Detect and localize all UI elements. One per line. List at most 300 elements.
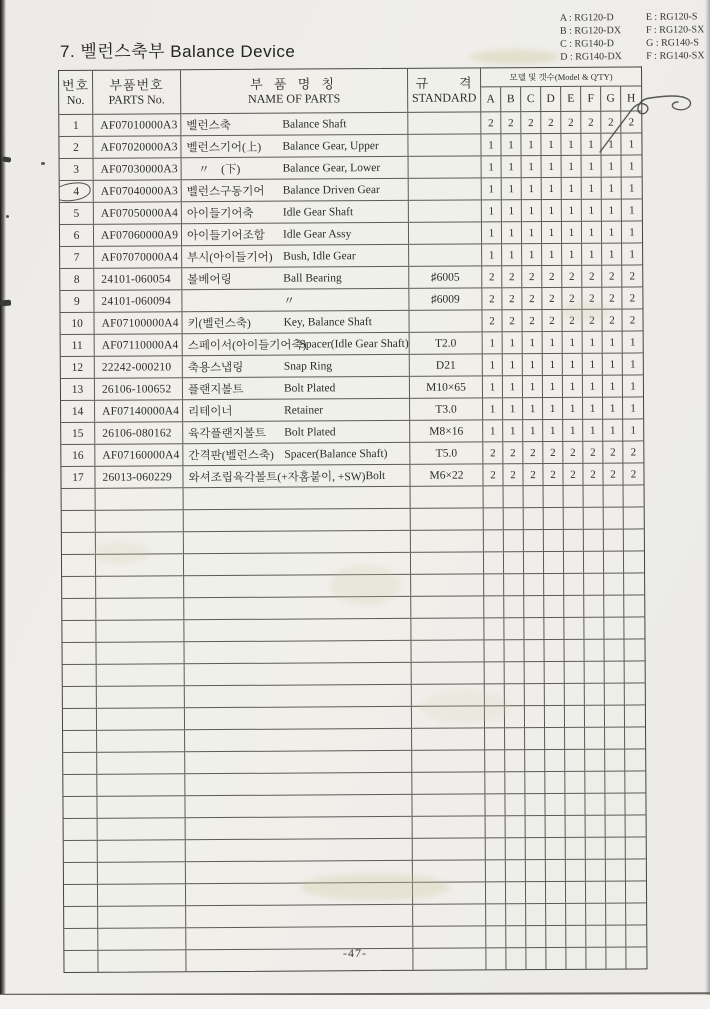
model-col-letter: D (541, 87, 561, 111)
qty-cell (504, 508, 524, 529)
qty-cell (606, 882, 626, 903)
qty-cell (565, 750, 585, 771)
qty-cell: 1 (582, 156, 602, 177)
qty-cell (624, 529, 644, 550)
part-name-english: Key, Balance Shaft (283, 315, 372, 329)
part-name-korean: 〃 (下) (186, 163, 241, 176)
qty-cell (546, 926, 566, 947)
qty-cell (504, 596, 524, 617)
qty-cell (505, 728, 525, 749)
row-number-cell (64, 841, 98, 862)
standard-cell (412, 706, 485, 727)
part-name-cell (182, 223, 409, 245)
qty-cell (624, 485, 644, 506)
part-name-korean: 플랜지볼트 (187, 383, 244, 396)
part-number-cell (96, 620, 184, 642)
qty-cell: 2 (522, 310, 542, 331)
qty-cell (624, 573, 644, 594)
part-name-cell (186, 883, 413, 905)
qty-cell (526, 882, 546, 903)
bleedthrough-mark (470, 50, 560, 64)
qty-cell (604, 552, 624, 573)
part-name-cell (185, 795, 412, 817)
part-name-cell (182, 245, 409, 267)
qty-cell (565, 684, 585, 705)
qty-cell (566, 926, 586, 947)
row-number-cell: 16 (61, 445, 95, 466)
qty-cell (525, 662, 545, 683)
part-number-cell: AF07160000A4 (95, 444, 183, 466)
part-name-cell (183, 465, 410, 487)
standard-cell (412, 728, 485, 749)
qty-cell: 2 (562, 266, 582, 287)
table-header (59, 67, 641, 115)
qty-cell (605, 684, 625, 705)
part-name-korean: 부시(아이들기어) (187, 251, 273, 264)
row-number-cell (63, 643, 97, 664)
qty-cell: 1 (542, 200, 562, 221)
standard-cell (411, 552, 484, 573)
standard-cell (413, 838, 486, 859)
qty-cell (566, 882, 586, 903)
qty-cell: 1 (502, 156, 522, 177)
row-number-cell: 10 (60, 313, 94, 334)
qty-cell: 2 (543, 442, 563, 463)
qty-cell (626, 815, 646, 836)
qty-cell: 2 (563, 464, 583, 485)
qty-cell: 2 (503, 442, 523, 463)
qty-cell: 2 (583, 442, 603, 463)
qty-cell (484, 618, 504, 639)
qty-cell (544, 552, 564, 573)
qty-cell: 1 (523, 376, 543, 397)
row-number-cell (64, 863, 98, 884)
qty-cell: 2 (583, 464, 603, 485)
standard-cell (413, 882, 486, 903)
qty-cell: 1 (502, 200, 522, 221)
qty-cell (586, 838, 606, 859)
row-number-cell (63, 797, 97, 818)
qty-cell (586, 860, 606, 881)
part-name-cell (183, 421, 410, 443)
part-name-cell (181, 135, 408, 157)
standard-cell (409, 156, 482, 177)
qty-cell: 1 (501, 134, 521, 155)
qty-cell: 1 (603, 376, 623, 397)
model-col-letter: C (521, 87, 541, 111)
part-name-english: Bush, Idle Gear (283, 249, 356, 263)
qty-cell (526, 926, 546, 947)
part-number-cell (97, 796, 185, 818)
standard-cell (413, 860, 486, 881)
qty-cell: 1 (563, 420, 583, 441)
qty-cell (525, 706, 545, 727)
part-name-cell (185, 685, 412, 707)
part-name-cell (182, 311, 409, 333)
qty-cell: 2 (543, 464, 563, 485)
qty-cell: 2 (503, 464, 523, 485)
part-number-cell: AF07070000A4 (94, 246, 182, 268)
qty-cell: 2 (481, 112, 501, 133)
qty-cell (484, 486, 504, 507)
qty-cell: 1 (481, 134, 501, 155)
qty-cell: 1 (543, 398, 563, 419)
qty-cell (526, 816, 546, 837)
standard-cell (409, 222, 482, 243)
qty-cell (524, 618, 544, 639)
qty-cell (586, 816, 606, 837)
row-number-cell (63, 775, 97, 796)
qty-cell (565, 794, 585, 815)
qty-cell: 1 (482, 244, 502, 265)
qty-cell: 2 (582, 266, 602, 287)
qty-cell: 2 (523, 442, 543, 463)
qty-cell (584, 640, 604, 661)
qty-cell: 1 (582, 244, 602, 265)
part-number-cell (98, 906, 186, 928)
row-number-cell (63, 753, 97, 774)
header-parts-no: 부품번호 PARTS No. (93, 70, 181, 114)
qty-cell: 1 (629, 203, 635, 217)
qty-cell (626, 925, 646, 946)
qty-cell (544, 574, 564, 595)
row-number-cell (62, 511, 96, 532)
part-number-cell (97, 752, 185, 774)
qty-cell: 2 (482, 288, 502, 309)
part-number-cell: AF07060000A9 (94, 224, 182, 246)
qty-cell (604, 574, 624, 595)
qty-cell: 1 (521, 134, 541, 155)
qty-cell (486, 904, 506, 925)
part-name-korean: 벨런스축 (186, 119, 231, 132)
legend-right: F : RG120-SX (645, 24, 704, 36)
qty-cell: 1 (563, 354, 583, 375)
qty-cell (484, 574, 504, 595)
qty-cell (585, 706, 605, 727)
row-number-cell (63, 709, 97, 730)
qty-cell: 2 (629, 291, 636, 305)
part-number-cell (96, 554, 184, 576)
qty-cell (524, 574, 544, 595)
row-number-cell (62, 489, 96, 510)
qty-cell (606, 926, 626, 947)
qty-cell (626, 881, 646, 902)
qty-cell (565, 772, 585, 793)
qty-cell (565, 662, 585, 683)
qty-cell (544, 508, 564, 529)
qty-cell: 1 (562, 178, 582, 199)
qty-cell: 2 (562, 310, 582, 331)
row-number-cell (62, 599, 96, 620)
qty-cell (505, 750, 525, 771)
qty-cell: 1 (482, 156, 502, 177)
qty-cell: 1 (502, 222, 522, 243)
qty-cell (526, 838, 546, 859)
qty-cell: 2 (521, 112, 541, 133)
qty-cell: 1 (502, 178, 522, 199)
qty-cell (506, 926, 526, 947)
qty-cell: 1 (523, 354, 543, 375)
qty-cell: 1 (629, 225, 635, 239)
qty-cell: 2 (523, 464, 543, 485)
part-name-english: 〃 (283, 295, 295, 308)
part-number-cell: 24101-060094 (94, 290, 182, 312)
qty-cell (626, 903, 646, 924)
qty-cell: 2 (541, 112, 561, 133)
qty-cell: 1 (523, 332, 543, 353)
standard-cell (411, 618, 484, 639)
qty-cell (526, 904, 546, 925)
qty-cell: 2 (603, 464, 623, 485)
standard-cell (413, 926, 486, 947)
standard-cell: T5.0 (410, 442, 483, 463)
qty-cell: 1 (542, 222, 562, 243)
header-standard: 규 격 STANDARD (408, 68, 481, 111)
legend-left: D : RG140-DX (559, 51, 622, 63)
header-name-of-parts: 부 품 명 칭 NAME OF PARTS (181, 69, 408, 113)
qty-cell (584, 530, 604, 551)
part-name-korean: 키(벨런스축) (187, 317, 251, 330)
qty-cell (545, 728, 565, 749)
qty-cell (505, 772, 525, 793)
qty-cell: 2 (628, 115, 635, 129)
qty-cell (504, 530, 524, 551)
qty-cell: 1 (541, 134, 561, 155)
part-name-korean: 와셔조립육각볼트(+자홈붙이, +SW) (188, 470, 366, 484)
qty-cell (564, 596, 584, 617)
qty-cell (485, 662, 505, 683)
dust-speck (6, 215, 9, 218)
standard-cell: T2.0 (410, 332, 483, 353)
qty-cell (584, 508, 604, 529)
qty-cell (546, 838, 566, 859)
qty-cell: 2 (522, 288, 542, 309)
qty-cell: 2 (561, 112, 581, 133)
qty-cell: 1 (503, 420, 523, 441)
part-number-cell: 26106-080162 (95, 422, 183, 444)
qty-cell (606, 838, 626, 859)
part-name-cell (182, 179, 409, 201)
qty-cell (505, 684, 525, 705)
qty-cell: 2 (502, 310, 522, 331)
model-col-letter: B (501, 87, 521, 111)
qty-cell (604, 596, 624, 617)
qty-cell (564, 618, 584, 639)
qty-cell (485, 728, 505, 749)
qty-cell (546, 816, 566, 837)
model-col-letter: A (481, 87, 501, 111)
qty-cell: 1 (503, 376, 523, 397)
row-number-cell (62, 621, 96, 642)
qty-cell: 2 (502, 288, 522, 309)
qty-cell (486, 926, 506, 947)
part-name-cell (183, 333, 410, 355)
qty-cell: 2 (629, 269, 636, 283)
part-name-korean (187, 300, 283, 301)
part-name-cell (184, 641, 411, 663)
part-number-cell (98, 862, 186, 884)
qty-cell: 1 (630, 357, 636, 371)
row-number-cell: 9 (60, 291, 94, 312)
qty-cell (504, 640, 524, 661)
qty-cell: 1 (482, 178, 502, 199)
qty-cell (506, 904, 526, 925)
qty-cell: 1 (563, 332, 583, 353)
qty-cell (625, 683, 645, 704)
standard-cell: D21 (410, 354, 483, 375)
model-legend (559, 10, 704, 64)
qty-cell: 1 (542, 244, 562, 265)
legend-right: G : RG140-S (645, 37, 699, 49)
part-number-cell: AF07010000A3 (93, 114, 181, 136)
qty-cell (546, 860, 566, 881)
qty-cell (506, 838, 526, 859)
qty-cell (544, 618, 564, 639)
qty-cell: 1 (581, 134, 601, 155)
part-number-cell (96, 576, 184, 598)
part-name-korean: 볼베어링 (187, 273, 232, 286)
part-name-korean: 간격판(벨런스축) (188, 449, 274, 462)
qty-cell (545, 662, 565, 683)
standard-cell: M8×16 (410, 420, 483, 441)
row-number-cell: 7 (60, 247, 94, 268)
qty-cell (566, 838, 586, 859)
row-number-cell (64, 819, 98, 840)
part-name-cell (183, 355, 410, 377)
qty-cell (484, 640, 504, 661)
part-name-cell (182, 201, 409, 223)
standard-cell: ♯6009 (409, 288, 482, 309)
qty-cell (585, 728, 605, 749)
qty-cell (584, 596, 604, 617)
row-number-cell: 13 (61, 379, 95, 400)
part-name-cell (185, 773, 412, 795)
qty-cell (625, 727, 645, 748)
qty-cell (566, 860, 586, 881)
qty-cell (564, 486, 584, 507)
qty-cell: 1 (483, 332, 503, 353)
qty-cell (545, 750, 565, 771)
standard-cell (412, 772, 485, 793)
qty-cell: 1 (562, 156, 582, 177)
scanner-background (0, 995, 710, 1009)
qty-cell (564, 508, 584, 529)
part-name-cell (184, 553, 411, 575)
header-model-qty: 모델 및 갯수(Model & Q'TY) A B C D E F G H (481, 67, 641, 111)
qty-cell (544, 640, 564, 661)
part-number-cell: AF07030000A3 (94, 158, 182, 180)
qty-cell (546, 882, 566, 903)
qty-cell: 1 (628, 137, 635, 151)
qty-cell: 2 (602, 310, 622, 331)
part-name-english: Bolt (365, 469, 386, 482)
part-name-cell (182, 267, 409, 289)
qty-cell (486, 860, 506, 881)
qty-cell (484, 530, 504, 551)
qty-cell: 1 (543, 376, 563, 397)
qty-cell: 1 (543, 420, 563, 441)
qty-cell: 1 (523, 398, 543, 419)
part-number-cell (98, 884, 186, 906)
qty-cell (504, 574, 524, 595)
row-number-cell (64, 907, 98, 928)
row-number-cell: 5 (60, 203, 94, 224)
qty-cell: 2 (502, 266, 522, 287)
part-number-cell: 26106-100652 (95, 378, 183, 400)
qty-cell (564, 552, 584, 573)
qty-cell: 1 (562, 244, 582, 265)
qty-cell: 1 (522, 156, 542, 177)
part-name-korean: 아이들기어축 (186, 207, 254, 220)
qty-cell (486, 816, 506, 837)
standard-cell: ♯6005 (409, 266, 482, 287)
qty-cell (585, 662, 605, 683)
part-name-cell (186, 905, 413, 927)
part-name-english: Retainer (284, 403, 324, 417)
part-number-cell: AF07040000A3 (94, 180, 182, 202)
qty-cell: 1 (522, 222, 542, 243)
row-number-cell: 14 (61, 401, 95, 422)
part-name-cell (182, 157, 409, 179)
standard-cell (412, 750, 485, 771)
qty-cell: 1 (482, 200, 502, 221)
part-name-english: Bolt Plated (284, 425, 336, 439)
legend-left: C : RG140-D (559, 38, 614, 50)
qty-cell (525, 772, 545, 793)
qty-cell: 1 (602, 178, 622, 199)
qty-cell: 2 (602, 288, 622, 309)
part-number-cell: 26013-060229 (95, 466, 183, 488)
row-number-cell: 4 (60, 181, 94, 202)
standard-cell (409, 200, 482, 221)
page-edge-shadow (705, 0, 710, 995)
qty-cell (485, 772, 505, 793)
part-name-cell (182, 289, 409, 311)
qty-cell (504, 618, 524, 639)
part-name-korean: 육각플랜지볼트 (188, 427, 267, 440)
row-number-cell: 6 (60, 225, 94, 246)
qty-cell: 1 (562, 200, 582, 221)
part-name-cell (185, 729, 412, 751)
row-number-cell (62, 533, 96, 554)
qty-cell (624, 617, 644, 638)
qty-cell: 1 (603, 354, 623, 375)
qty-cell (505, 794, 525, 815)
part-name-english: Ball Bearing (283, 271, 342, 285)
part-name-korean: 축용스냅링 (187, 361, 244, 374)
qty-cell: 2 (542, 288, 562, 309)
part-number-cell: AF07020000A3 (93, 136, 181, 158)
model-col-letter: F (581, 87, 601, 111)
qty-cell: 2 (522, 266, 542, 287)
qty-cell (624, 639, 644, 660)
qty-cell: 2 (582, 310, 602, 331)
standard-cell: M6×22 (410, 464, 483, 485)
qty-cell (545, 684, 565, 705)
qty-cell (506, 860, 526, 881)
row-number-cell (62, 555, 96, 576)
standard-cell (412, 662, 485, 683)
qty-cell (586, 926, 606, 947)
standard-cell (411, 486, 484, 507)
qty-cell: 1 (602, 200, 622, 221)
part-number-cell: AF07110000A4 (95, 334, 183, 356)
part-name-cell (184, 531, 411, 553)
qty-cell (584, 486, 604, 507)
qty-cell: 1 (523, 420, 543, 441)
qty-cell: 1 (483, 420, 503, 441)
row-number-cell: 2 (59, 137, 93, 158)
